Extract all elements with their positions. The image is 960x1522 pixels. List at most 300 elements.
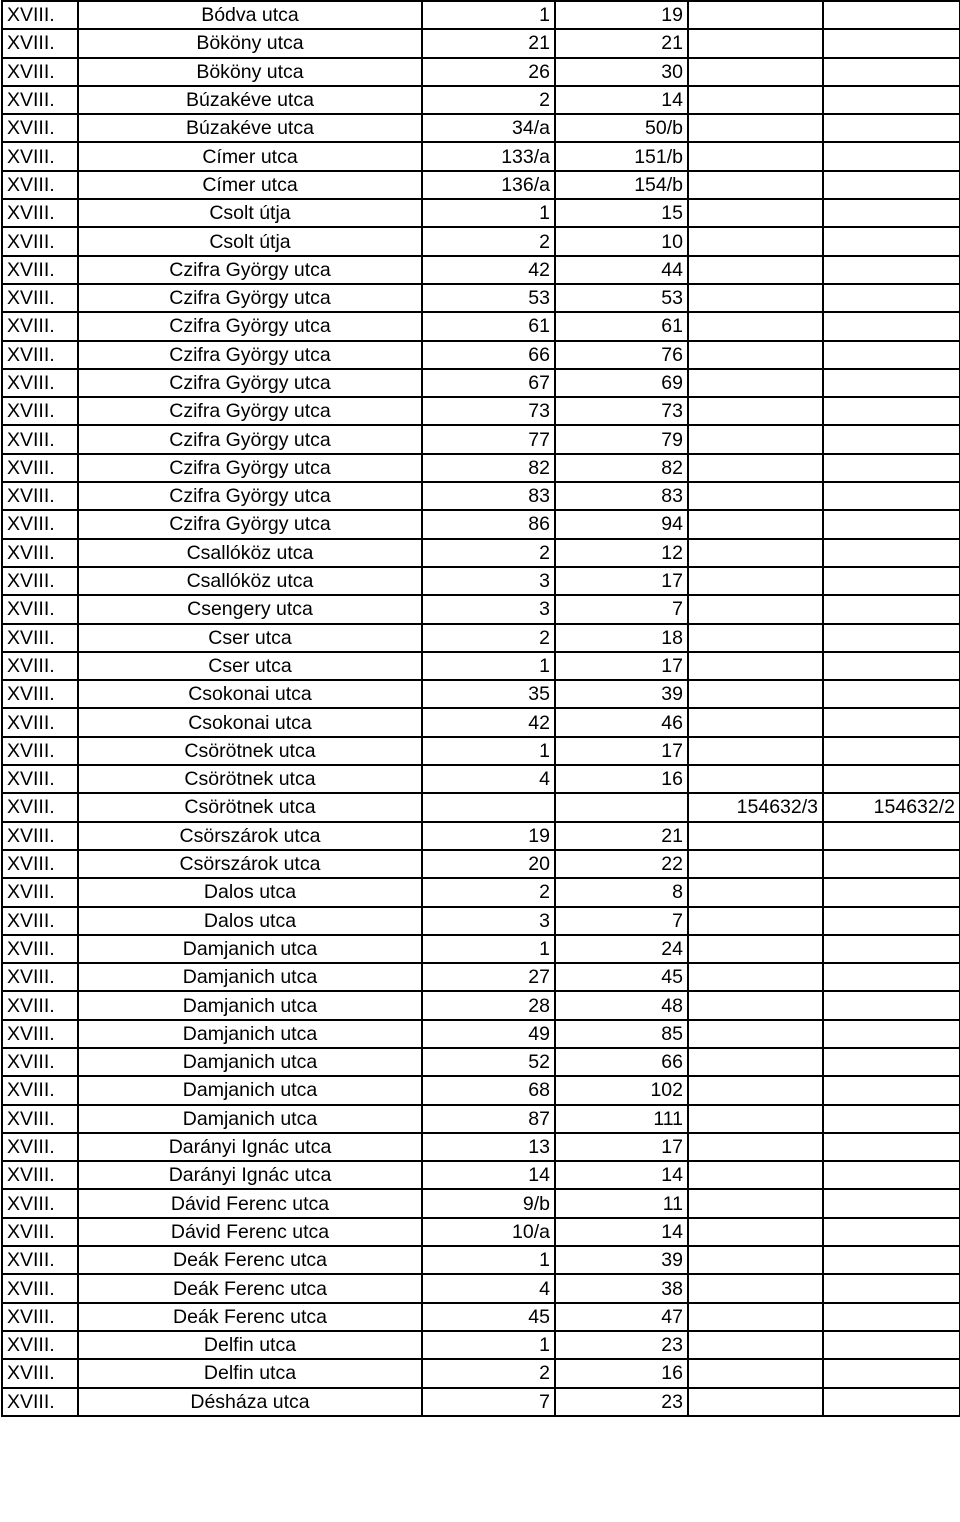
parcel-number-to-cell: 154632/2 [823,793,960,821]
parcel-number-to-cell [823,737,960,765]
house-number-from-cell: 83 [422,482,555,510]
house-number-from-cell: 21 [422,29,555,57]
parcel-number-from-cell [688,737,823,765]
house-number-to-cell: 21 [555,29,688,57]
district-cell: XVIII. [2,737,78,765]
parcel-number-from-cell [688,114,823,142]
table-row [2,171,960,199]
parcel-number-to-cell [823,850,960,878]
table-row [2,963,960,991]
parcel-number-from-cell [688,1105,823,1133]
parcel-number-from-cell [688,878,823,906]
parcel-number-to-cell [823,1105,960,1133]
parcel-number-to-cell [823,114,960,142]
house-number-from-cell [422,793,555,821]
parcel-number-from-cell [688,595,823,623]
parcel-number-to-cell [823,708,960,736]
street-name-cell: Dalos utca [78,907,422,935]
house-number-to-cell: 47 [555,1303,688,1331]
table-row [2,1105,960,1133]
table-row [2,907,960,935]
house-number-from-cell: 10/a [422,1218,555,1246]
table-row [2,567,960,595]
parcel-number-from-cell [688,58,823,86]
house-number-from-cell: 42 [422,256,555,284]
parcel-number-to-cell [823,1076,960,1104]
house-number-from-cell: 35 [422,680,555,708]
table-row [2,312,960,340]
parcel-number-to-cell [823,312,960,340]
street-name-cell: Dávid Ferenc utca [78,1189,422,1217]
district-cell: XVIII. [2,397,78,425]
house-number-to-cell: 7 [555,907,688,935]
district-cell: XVIII. [2,708,78,736]
parcel-number-from-cell [688,1331,823,1359]
table-row [2,1303,960,1331]
table-row [2,114,960,142]
street-name-cell: Damjanich utca [78,1105,422,1133]
parcel-number-to-cell [823,1133,960,1161]
house-number-from-cell: 26 [422,58,555,86]
district-cell: XVIII. [2,86,78,114]
parcel-number-to-cell [823,1274,960,1302]
house-number-to-cell: 15 [555,199,688,227]
parcel-number-from-cell [688,652,823,680]
parcel-number-from-cell [688,1388,823,1416]
district-cell: XVIII. [2,878,78,906]
street-name-cell: Bököny utca [78,58,422,86]
district-cell: XVIII. [2,567,78,595]
house-number-to-cell: 73 [555,397,688,425]
district-cell: XVIII. [2,1133,78,1161]
house-number-from-cell: 2 [422,227,555,255]
table-row [2,397,960,425]
parcel-number-to-cell [823,963,960,991]
table-row [2,1331,960,1359]
street-name-cell: Damjanich utca [78,963,422,991]
house-number-from-cell: 27 [422,963,555,991]
parcel-number-to-cell [823,1161,960,1189]
parcel-number-to-cell [823,1303,960,1331]
house-number-to-cell: 14 [555,1161,688,1189]
house-number-from-cell: 4 [422,1274,555,1302]
street-name-cell: Csörötnek utca [78,793,422,821]
house-number-to-cell: 16 [555,1359,688,1387]
parcel-number-from-cell [688,1218,823,1246]
street-name-cell: Damjanich utca [78,1076,422,1104]
table-row [2,708,960,736]
parcel-number-from-cell [688,199,823,227]
house-number-to-cell: 17 [555,567,688,595]
house-number-to-cell: 11 [555,1189,688,1217]
parcel-number-to-cell [823,482,960,510]
parcel-number-from-cell [688,142,823,170]
street-name-cell: Búzakéve utca [78,86,422,114]
house-number-from-cell: 42 [422,708,555,736]
table-row [2,454,960,482]
parcel-number-from-cell [688,369,823,397]
street-name-cell: Désháza utca [78,1388,422,1416]
house-number-from-cell: 68 [422,1076,555,1104]
street-name-cell: Csörszárok utca [78,850,422,878]
parcel-number-to-cell [823,680,960,708]
table-row [2,1161,960,1189]
house-number-from-cell: 9/b [422,1189,555,1217]
table-row [2,1246,960,1274]
parcel-number-from-cell [688,397,823,425]
district-cell: XVIII. [2,1020,78,1048]
parcel-number-to-cell [823,1,960,29]
house-number-from-cell: 34/a [422,114,555,142]
parcel-number-from-cell [688,1303,823,1331]
street-name-cell: Czifra György utca [78,312,422,340]
district-cell: XVIII. [2,1359,78,1387]
table-row [2,1133,960,1161]
parcel-number-from-cell [688,482,823,510]
house-number-to-cell: 14 [555,86,688,114]
parcel-number-to-cell [823,425,960,453]
table-row [2,369,960,397]
table-row [2,878,960,906]
street-name-cell: Dávid Ferenc utca [78,1218,422,1246]
district-cell: XVIII. [2,284,78,312]
house-number-to-cell: 94 [555,510,688,538]
parcel-number-to-cell [823,227,960,255]
parcel-number-to-cell [823,539,960,567]
house-number-to-cell: 111 [555,1105,688,1133]
street-name-cell: Cser utca [78,624,422,652]
house-number-from-cell: 2 [422,86,555,114]
house-number-to-cell: 66 [555,1048,688,1076]
house-number-to-cell: 10 [555,227,688,255]
street-name-cell: Címer utca [78,142,422,170]
street-name-cell: Csokonai utca [78,708,422,736]
parcel-number-from-cell [688,1359,823,1387]
parcel-number-from-cell [688,1076,823,1104]
house-number-from-cell: 28 [422,991,555,1019]
district-cell: XVIII. [2,425,78,453]
parcel-number-from-cell [688,341,823,369]
street-name-cell: Búzakéve utca [78,114,422,142]
house-number-to-cell: 38 [555,1274,688,1302]
house-number-from-cell: 2 [422,539,555,567]
house-number-from-cell: 53 [422,284,555,312]
house-number-to-cell: 22 [555,850,688,878]
table-row [2,482,960,510]
street-name-cell: Czifra György utca [78,510,422,538]
house-number-to-cell: 21 [555,822,688,850]
parcel-number-from-cell [688,1274,823,1302]
district-cell: XVIII. [2,539,78,567]
house-number-to-cell: 102 [555,1076,688,1104]
table-row [2,142,960,170]
table-row [2,935,960,963]
street-name-cell: Czifra György utca [78,369,422,397]
street-name-cell: Csörszárok utca [78,822,422,850]
district-cell: XVIII. [2,1048,78,1076]
street-name-cell: Csörötnek utca [78,765,422,793]
street-name-cell: Bódva utca [78,1,422,29]
street-name-cell: Darányi Ignác utca [78,1133,422,1161]
district-cell: XVIII. [2,454,78,482]
house-number-to-cell: 17 [555,737,688,765]
district-cell: XVIII. [2,1303,78,1331]
district-cell: XVIII. [2,114,78,142]
district-cell: XVIII. [2,482,78,510]
table-row [2,680,960,708]
parcel-number-from-cell [688,963,823,991]
parcel-number-from-cell [688,86,823,114]
parcel-number-to-cell [823,907,960,935]
house-number-from-cell: 133/a [422,142,555,170]
table-row [2,1359,960,1387]
district-cell: XVIII. [2,510,78,538]
house-number-to-cell: 16 [555,765,688,793]
house-number-from-cell: 3 [422,907,555,935]
parcel-number-to-cell [823,29,960,57]
house-number-to-cell: 61 [555,312,688,340]
parcel-number-to-cell [823,199,960,227]
street-name-cell: Csengery utca [78,595,422,623]
street-name-cell: Csallóköz utca [78,567,422,595]
table-row [2,991,960,1019]
street-name-cell: Deák Ferenc utca [78,1274,422,1302]
house-number-to-cell: 14 [555,1218,688,1246]
house-number-from-cell: 2 [422,624,555,652]
table-row [2,539,960,567]
parcel-number-from-cell [688,1161,823,1189]
house-number-from-cell: 1 [422,199,555,227]
parcel-number-from-cell [688,29,823,57]
parcel-number-to-cell [823,142,960,170]
parcel-number-from-cell [688,510,823,538]
parcel-number-to-cell [823,567,960,595]
house-number-to-cell: 39 [555,1246,688,1274]
parcel-number-to-cell [823,1246,960,1274]
street-name-cell: Csörötnek utca [78,737,422,765]
parcel-number-to-cell [823,1048,960,1076]
table-row [2,29,960,57]
table-row [2,850,960,878]
house-number-from-cell: 7 [422,1388,555,1416]
district-cell: XVIII. [2,595,78,623]
parcel-number-from-cell [688,425,823,453]
street-name-cell: Czifra György utca [78,425,422,453]
address-table [1,0,960,1417]
district-cell: XVIII. [2,142,78,170]
table-row [2,737,960,765]
parcel-number-to-cell [823,878,960,906]
house-number-from-cell: 61 [422,312,555,340]
district-cell: XVIII. [2,227,78,255]
house-number-to-cell: 53 [555,284,688,312]
parcel-number-from-cell [688,1189,823,1217]
parcel-number-to-cell [823,341,960,369]
street-name-cell: Delfin utca [78,1359,422,1387]
district-cell: XVIII. [2,1105,78,1133]
house-number-to-cell: 39 [555,680,688,708]
district-cell: XVIII. [2,171,78,199]
house-number-from-cell: 4 [422,765,555,793]
house-number-from-cell: 13 [422,1133,555,1161]
district-cell: XVIII. [2,652,78,680]
house-number-from-cell: 52 [422,1048,555,1076]
table-row [2,1020,960,1048]
house-number-to-cell: 7 [555,595,688,623]
parcel-number-to-cell [823,1331,960,1359]
house-number-from-cell: 3 [422,595,555,623]
parcel-number-to-cell [823,595,960,623]
house-number-to-cell: 76 [555,341,688,369]
street-name-cell: Czifra György utca [78,482,422,510]
district-cell: XVIII. [2,907,78,935]
table-row [2,425,960,453]
street-name-cell: Csolt útja [78,227,422,255]
house-number-from-cell: 86 [422,510,555,538]
district-cell: XVIII. [2,1331,78,1359]
parcel-number-from-cell [688,765,823,793]
district-cell: XVIII. [2,199,78,227]
table-row [2,652,960,680]
street-name-cell: Csokonai utca [78,680,422,708]
parcel-number-to-cell [823,510,960,538]
house-number-to-cell: 12 [555,539,688,567]
house-number-to-cell: 17 [555,1133,688,1161]
district-cell: XVIII. [2,1161,78,1189]
district-cell: XVIII. [2,822,78,850]
house-number-to-cell: 44 [555,256,688,284]
parcel-number-to-cell [823,765,960,793]
table-row [2,284,960,312]
parcel-number-from-cell [688,1048,823,1076]
house-number-to-cell [555,793,688,821]
house-number-from-cell: 1 [422,737,555,765]
parcel-number-to-cell [823,454,960,482]
house-number-to-cell: 154/b [555,171,688,199]
house-number-from-cell: 1 [422,652,555,680]
parcel-number-from-cell [688,256,823,284]
parcel-number-to-cell [823,1388,960,1416]
house-number-to-cell: 24 [555,935,688,963]
street-name-cell: Damjanich utca [78,991,422,1019]
house-number-from-cell: 73 [422,397,555,425]
parcel-number-from-cell [688,454,823,482]
district-cell: XVIII. [2,369,78,397]
house-number-to-cell: 151/b [555,142,688,170]
street-name-cell: Címer utca [78,171,422,199]
street-name-cell: Czifra György utca [78,256,422,284]
street-name-cell: Deák Ferenc utca [78,1303,422,1331]
parcel-number-from-cell [688,567,823,595]
house-number-from-cell: 87 [422,1105,555,1133]
district-cell: XVIII. [2,58,78,86]
house-number-from-cell: 19 [422,822,555,850]
parcel-number-to-cell [823,652,960,680]
street-name-cell: Delfin utca [78,1331,422,1359]
district-cell: XVIII. [2,1274,78,1302]
parcel-number-to-cell [823,1359,960,1387]
district-cell: XVIII. [2,991,78,1019]
district-cell: XVIII. [2,1388,78,1416]
table-row [2,1388,960,1416]
house-number-to-cell: 69 [555,369,688,397]
parcel-number-to-cell [823,991,960,1019]
parcel-number-to-cell [823,58,960,86]
address-table-body [2,1,960,1416]
house-number-to-cell: 8 [555,878,688,906]
district-cell: XVIII. [2,793,78,821]
street-name-cell: Czifra György utca [78,341,422,369]
house-number-to-cell: 48 [555,991,688,1019]
parcel-number-to-cell [823,369,960,397]
district-cell: XVIII. [2,1,78,29]
parcel-number-from-cell [688,822,823,850]
house-number-from-cell: 66 [422,341,555,369]
street-name-cell: Czifra György utca [78,284,422,312]
street-name-cell: Dalos utca [78,878,422,906]
parcel-number-from-cell [688,227,823,255]
house-number-from-cell: 1 [422,1331,555,1359]
parcel-number-from-cell [688,1,823,29]
street-name-cell: Damjanich utca [78,1048,422,1076]
house-number-to-cell: 19 [555,1,688,29]
parcel-number-from-cell [688,1133,823,1161]
table-row [2,1274,960,1302]
district-cell: XVIII. [2,29,78,57]
street-name-cell: Csallóköz utca [78,539,422,567]
house-number-to-cell: 23 [555,1331,688,1359]
parcel-number-from-cell [688,680,823,708]
street-name-cell: Czifra György utca [78,397,422,425]
house-number-to-cell: 23 [555,1388,688,1416]
parcel-number-to-cell [823,397,960,425]
parcel-number-from-cell: 154632/3 [688,793,823,821]
street-name-cell: Bököny utca [78,29,422,57]
parcel-number-from-cell [688,539,823,567]
parcel-number-to-cell [823,171,960,199]
street-name-cell: Czifra György utca [78,454,422,482]
table-row [2,227,960,255]
street-name-cell: Damjanich utca [78,1020,422,1048]
parcel-number-from-cell [688,624,823,652]
house-number-from-cell: 45 [422,1303,555,1331]
house-number-to-cell: 79 [555,425,688,453]
house-number-from-cell: 14 [422,1161,555,1189]
parcel-number-from-cell [688,708,823,736]
table-row [2,595,960,623]
street-name-cell: Deák Ferenc utca [78,1246,422,1274]
house-number-to-cell: 50/b [555,114,688,142]
district-cell: XVIII. [2,256,78,284]
house-number-from-cell: 1 [422,1,555,29]
parcel-number-from-cell [688,1020,823,1048]
house-number-to-cell: 85 [555,1020,688,1048]
house-number-from-cell: 20 [422,850,555,878]
parcel-number-to-cell [823,935,960,963]
parcel-number-from-cell [688,1246,823,1274]
house-number-from-cell: 136/a [422,171,555,199]
parcel-number-from-cell [688,935,823,963]
table-row [2,86,960,114]
district-cell: XVIII. [2,1076,78,1104]
house-number-to-cell: 82 [555,454,688,482]
table-row [2,822,960,850]
table-row [2,256,960,284]
table-row [2,1,960,29]
table-row [2,765,960,793]
district-cell: XVIII. [2,312,78,340]
parcel-number-to-cell [823,1189,960,1217]
